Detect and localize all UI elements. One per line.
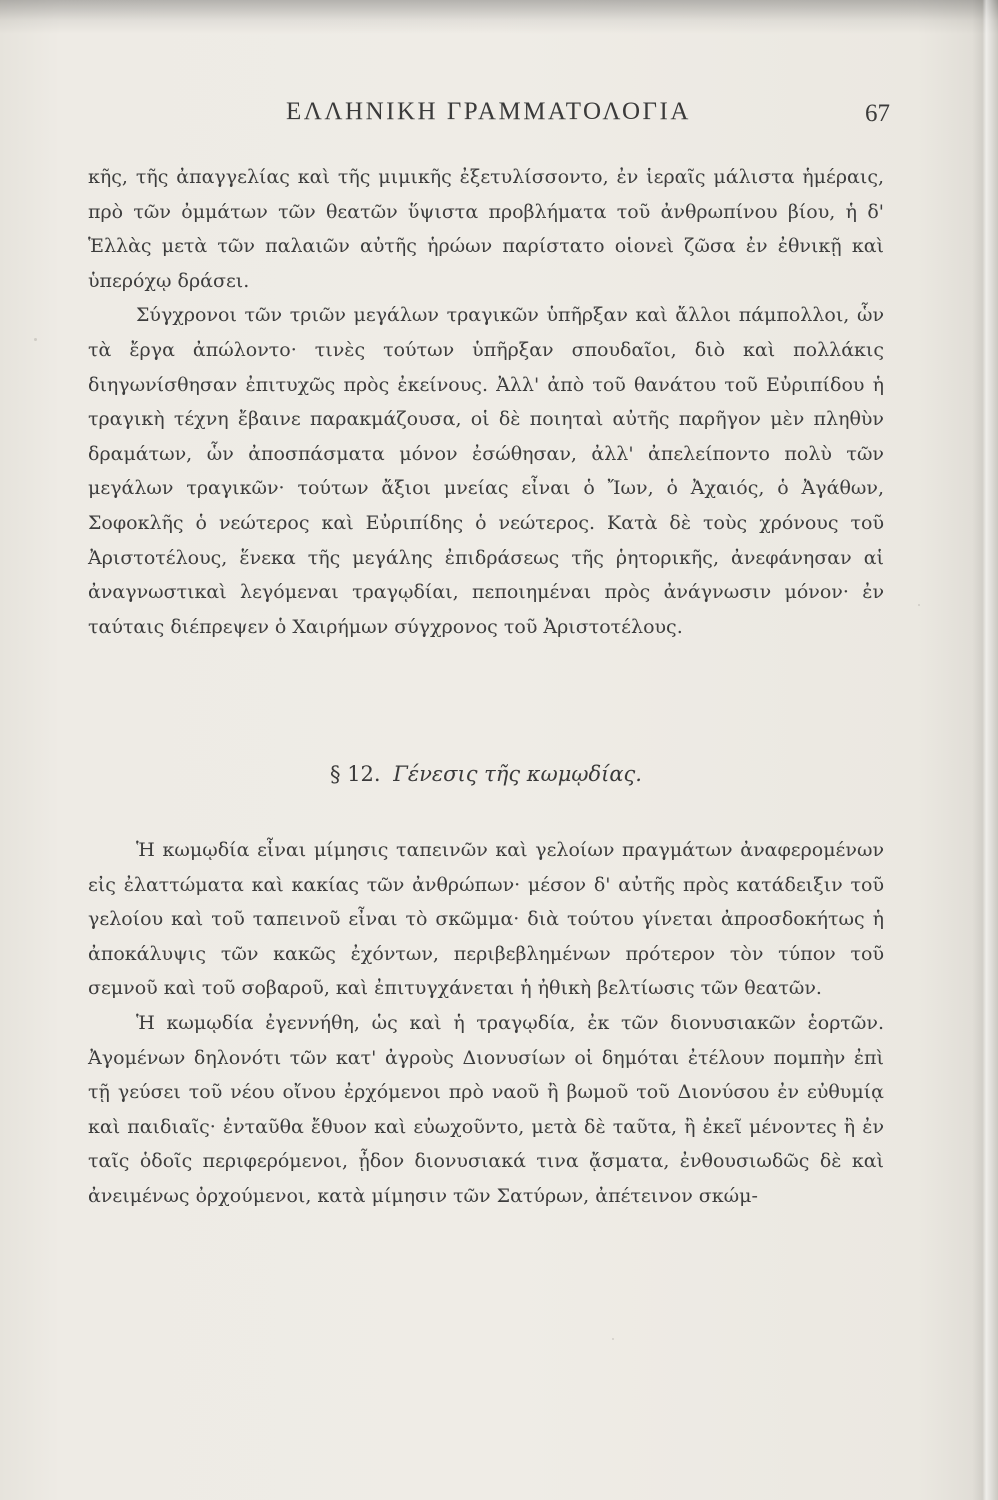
paragraph: Ἡ κωμῳδία εἶναι μίμησις ταπεινῶν καὶ γελοίων πραγμάτων ἀναφερομένων εἰς ἐλαττώματα καὶ κακίας τῶν ἀνθρώπων· μέσον δ' αὐτῆς πρὸς κατάδειξιν τοῦ γελοίου καὶ τοῦ ταπεινοῦ εἶναι τὸ σκῶμμα· διὰ τούτου γίνεται ἀπροσδοκήτως ἡ ἀποκάλυψις τῶν κακῶς ἐχόντων, περιβεβλημένων πρότερον τὸν τύπον τοῦ σεμνοῦ καὶ τοῦ σοβαροῦ, καὶ ἐπιτυγχάνεται ἡ ἠθικὴ βελτίωσις τῶν θεατῶν.: [88, 839, 884, 1000]
paragraph: Σύγχρονοι τῶν τριῶν μεγάλων τραγικῶν ὑπῆρξαν καὶ ἄλλοι πάμπολλοι, ὧν τὰ ἔργα ἀπώλοντο· τινὲς τούτων ὑπῆρξαν σπουδαῖοι, διὸ καὶ πολλάκις διηγωνίσθησαν ἐπιτυχῶς πρὸς ἐκείνους. Ἀλλ' ἀπὸ τοῦ θανάτου τοῦ Εὐριπίδου ἡ τραγικὴ τέχνη ἔβαινε παρακμάζουσα, οἱ δὲ ποιηταὶ αὐτῆς παρῆγον μὲν πληθὺν δραμάτων, ὧν ἀποσπάσματα μόνον ἐσώθησαν, ἀλλ' ἀπελείποντο πολὺ τῶν μεγάλων τραγικῶν· τούτων ἄξιοι μνείας εἶναι ὁ Ἴων, ὁ Ἀχαιός, ὁ Ἀγάθων, Σοφοκλῆς ὁ νεώτερος καὶ Εὐριπίδης ὁ νεώτερος. Κατὰ δὲ τοὺς χρόνους τοῦ Ἀριστοτέλους, ἕνεκα τῆς μεγάλης ἐπιδράσεως τῆς ῥητορικῆς, ἀνεφάνησαν αἱ ἀναγνωστικαὶ λεγόμεναι τραγῳδίαι, πεποιημέναι πρὸς ἀνάγνωσιν μόνον· ἐν ταύταις διέπρεψεν ὁ Χαιρήμων σύγχρονος τοῦ Ἀριστοτέλους.: [88, 304, 884, 638]
page-edge: [972, 0, 998, 1500]
paragraph: Ἡ κωμῳδία ἐγεννήθη, ὡς καὶ ἡ τραγῳδία, ἐκ τῶν διονυσιακῶν ἑορτῶν. Ἀγομένων δηλονότι τῶν κατ' ἀγροὺς Διονυσίων οἱ δημόται ἐτέλουν πομπὴν ἐπὶ τῇ γεύσει τοῦ νέου οἴνου ἐρχόμενοι πρὸ ναοῦ ἢ βωμοῦ τοῦ Διονύσου ἐν εὐθυμίᾳ καὶ παιδιαῖς· ἐνταῦθα ἔθυον καὶ εὐωχοῦντο, μετὰ δὲ ταῦτα, ἢ ἐκεῖ μένοντες ἢ ἐν ταῖς ὁδοῖς περιφερόμενοι, ᾖδον διονυσιακά τινα ᾄσματα, ἐνθουσιωδῶς δὲ καὶ ἀνειμένως ὀρχούμενοι, κατὰ μίμησιν τῶν Σατύρων, ἀπέτεινον σκώμ-: [88, 1011, 884, 1207]
paper-speck: [612, 1338, 614, 1340]
text-block-after-heading: [88, 833, 884, 1214]
paper-speck: [34, 338, 37, 341]
section-title: Γένεσις τῆς κωμῳδίας.: [393, 762, 642, 786]
running-title: ΕΛΛΗΝΙΚΗ ΓΡΑΜΜΑΤΟΛΟΓΙΑ: [286, 98, 691, 125]
scan-top-shadow: [0, 0, 998, 34]
section-heading: [88, 762, 884, 786]
text-block-before-heading: [88, 160, 884, 644]
paragraph-continued: κῆς, τῆς ἀπαγγελίας καὶ τῆς μιμικῆς ἐξετυλίσσοντο, ἐν ἱεραῖς μάλιστα ἡμέραις, πρὸ τῶν ὀμμάτων τῶν θεατῶν ὕψιστα προβλήματα τοῦ ἀνθρωπίνου βίου, ἡ δ' Ἑλλὰς μετὰ τῶν παλαιῶν αὐτῆς ἡρώων παρίστατο οἱονεὶ ζῶσα ἐν ἐθνικῇ καὶ ὑπερόχῳ δράσει.: [88, 166, 884, 292]
running-head: [90, 98, 890, 138]
page-number: 67: [865, 100, 890, 127]
section-number: § 12.: [330, 762, 381, 786]
paper-speck: [918, 604, 920, 606]
